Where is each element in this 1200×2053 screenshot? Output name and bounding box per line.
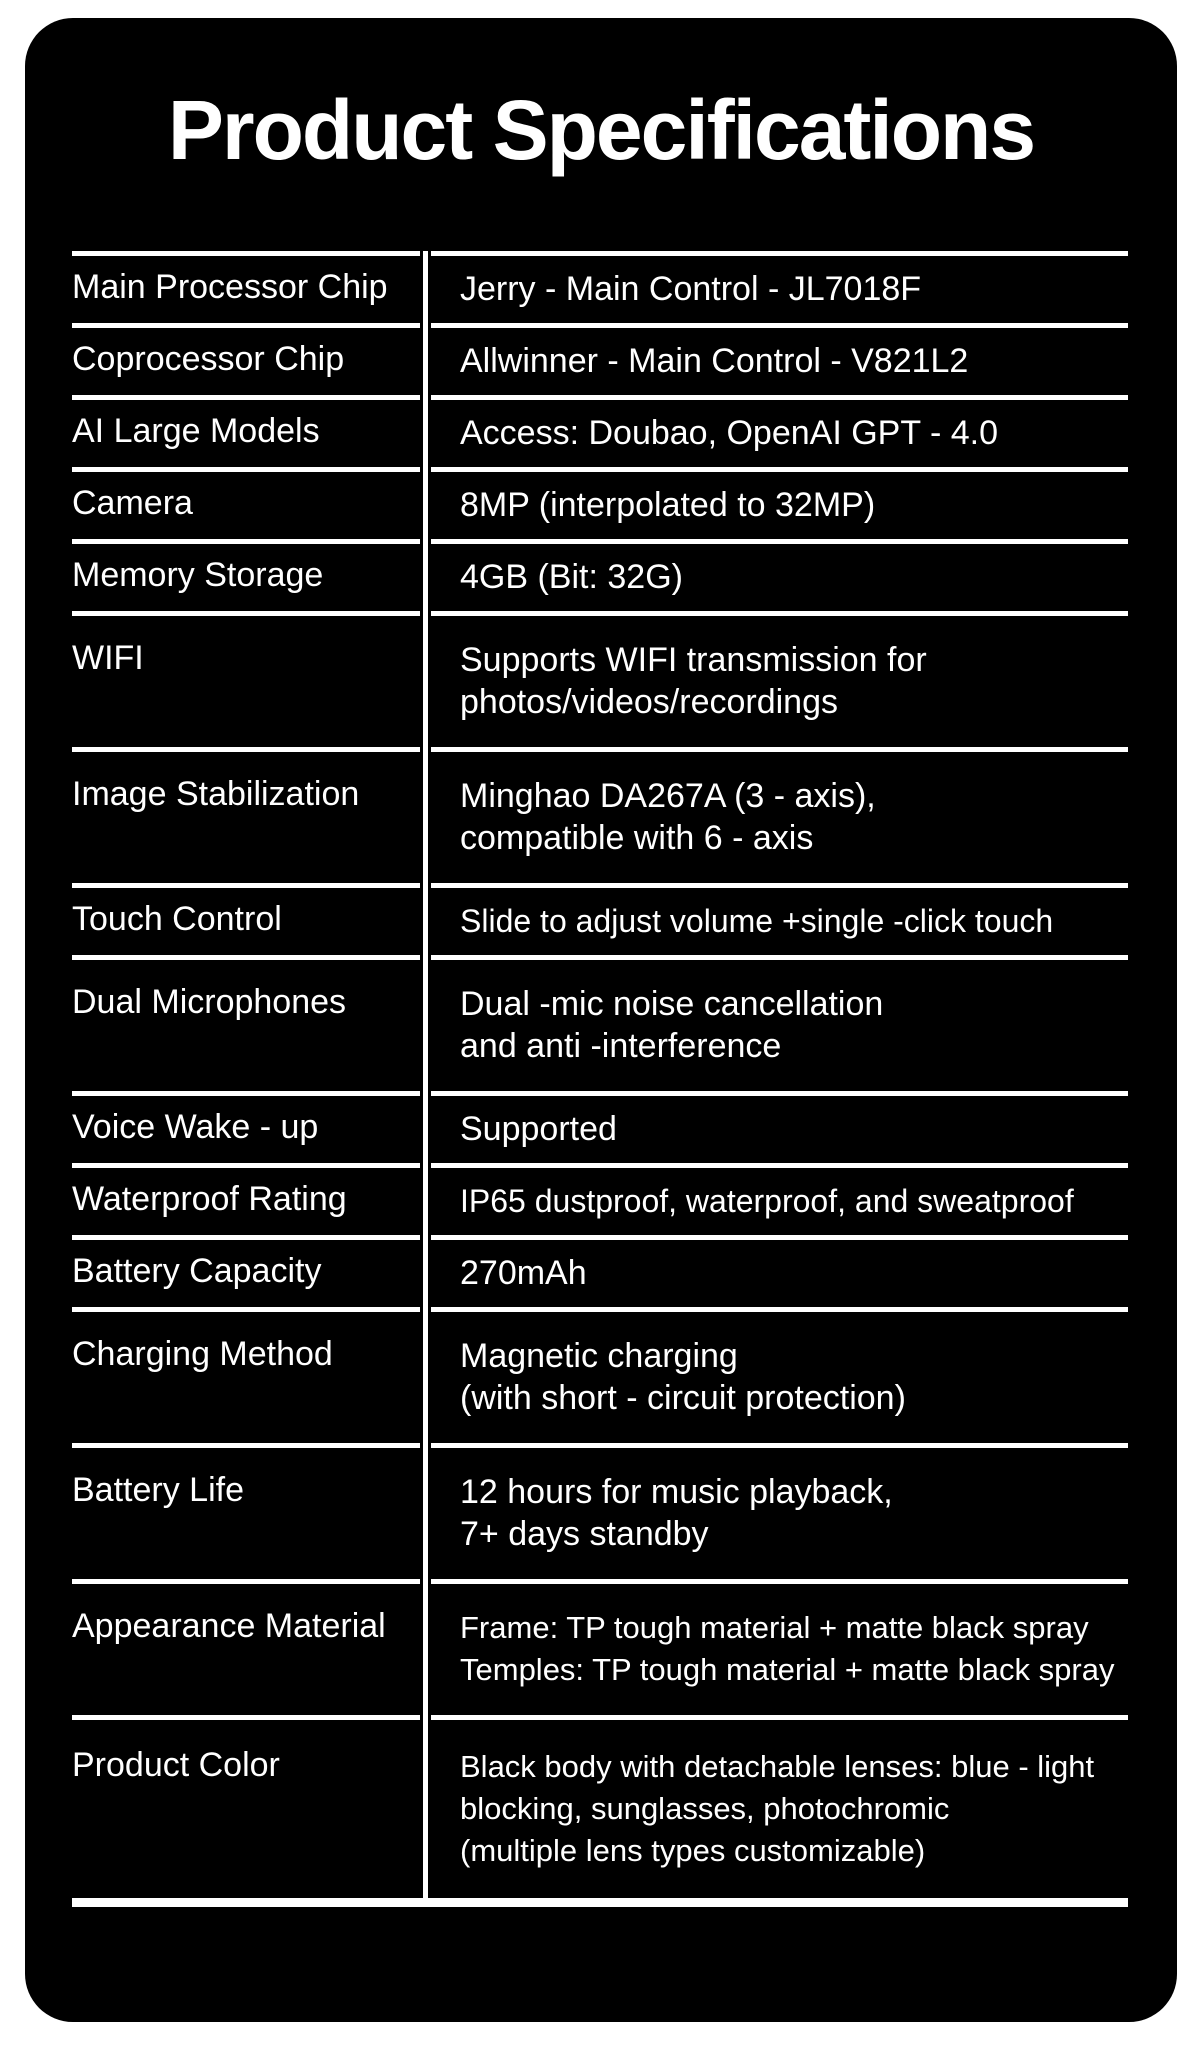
table-row	[72, 1584, 1128, 1715]
spec-value	[423, 1168, 1128, 1235]
table-row	[72, 960, 1128, 1091]
table-bottom-rule	[72, 1898, 1128, 1907]
table-row	[72, 1720, 1128, 1898]
spec-label: Battery Life	[72, 1471, 244, 1509]
spec-label: Battery Capacity	[72, 1252, 322, 1290]
spec-label: Waterproof Rating	[72, 1180, 347, 1218]
table-row	[72, 472, 1128, 539]
spec-value	[423, 960, 1128, 1091]
spec-value-line: Supported	[460, 1110, 617, 1148]
spec-value-line: 8MP (interpolated to 32MP)	[460, 486, 876, 524]
spec-value-line: (with short - circuit protection)	[460, 1379, 906, 1417]
spec-value-line: Magnetic charging	[460, 1337, 738, 1375]
spec-value	[423, 1448, 1128, 1579]
spec-label: Charging Method	[72, 1335, 333, 1373]
table-row	[72, 1096, 1128, 1163]
spec-value-line: blocking, sunglasses, photochromic	[460, 1791, 950, 1826]
spec-card	[25, 18, 1177, 2022]
spec-value	[423, 616, 1128, 747]
table-row	[72, 1312, 1128, 1443]
spec-value-line: Dual -mic noise cancellation	[460, 985, 884, 1023]
table-row	[72, 1448, 1128, 1579]
spec-value	[423, 400, 1128, 467]
table-row	[72, 544, 1128, 611]
spec-value	[423, 1096, 1128, 1163]
spec-label: Image Stabilization	[72, 775, 360, 813]
table-row	[72, 400, 1128, 467]
page-title: Product Specifications	[167, 83, 1035, 177]
table-row	[72, 1240, 1128, 1307]
table-row	[72, 1168, 1128, 1235]
spec-value	[423, 544, 1128, 611]
table-row	[72, 752, 1128, 883]
spec-value-line: compatible with 6 - axis	[460, 819, 814, 857]
spec-label: Product Color	[72, 1746, 280, 1784]
spec-label: Touch Control	[72, 900, 282, 938]
spec-value-line: 12 hours for music playback,	[460, 1473, 893, 1511]
spec-value-line: Allwinner - Main Control - V821L2	[460, 342, 969, 380]
spec-value-line: IP65 dustproof, waterproof, and sweatproof	[460, 1183, 1074, 1219]
table-row	[72, 616, 1128, 747]
spec-label: Memory Storage	[72, 556, 324, 594]
spec-label: Camera	[72, 484, 193, 522]
spec-table	[72, 251, 1128, 1907]
spec-label: WIFI	[72, 639, 144, 677]
spec-label: Coprocessor Chip	[72, 340, 345, 378]
spec-label: Main Processor Chip	[72, 268, 388, 306]
spec-value-line: Jerry - Main Control - JL7018F	[460, 270, 922, 308]
spec-value	[423, 328, 1128, 395]
spec-value-line: 4GB (Bit: 32G)	[460, 558, 683, 596]
spec-value-line: Minghao DA267A (3 - axis),	[460, 777, 876, 815]
spec-value-line: Temples: TP tough material + matte black spray	[460, 1652, 1115, 1687]
spec-value-line: and anti -interference	[460, 1027, 782, 1065]
spec-value-line: (multiple lens types customizable)	[460, 1833, 926, 1868]
table-row	[72, 888, 1128, 955]
spec-value-line: 270mAh	[460, 1254, 587, 1292]
table-row	[72, 328, 1128, 395]
spec-value-line: Slide to adjust volume +single -click touch	[460, 903, 1054, 939]
spec-value	[423, 752, 1128, 883]
spec-value-line: Black body with detachable lenses: blue - light	[460, 1749, 1095, 1784]
spec-value	[423, 1240, 1128, 1307]
spec-value	[423, 1584, 1128, 1715]
spec-value-line: photos/videos/recordings	[460, 683, 839, 721]
spec-label: Dual Microphones	[72, 983, 347, 1021]
spec-label: Appearance Material	[72, 1607, 386, 1645]
spec-value	[423, 1312, 1128, 1443]
spec-value	[423, 256, 1128, 323]
spec-value-line: Supports WIFI transmission for	[460, 641, 927, 679]
spec-value	[423, 472, 1128, 539]
spec-label: AI Large Models	[72, 412, 320, 450]
spec-value	[423, 888, 1128, 955]
spec-value-line: Frame: TP tough material + matte black spray	[460, 1610, 1089, 1645]
table-row	[72, 256, 1128, 323]
spec-label: Voice Wake - up	[72, 1108, 319, 1146]
spec-value-line: Access: Doubao, OpenAI GPT - 4.0	[460, 414, 998, 452]
spec-value-line: 7+ days standby	[460, 1515, 709, 1553]
spec-value	[423, 1720, 1128, 1898]
column-divider	[423, 251, 428, 1907]
